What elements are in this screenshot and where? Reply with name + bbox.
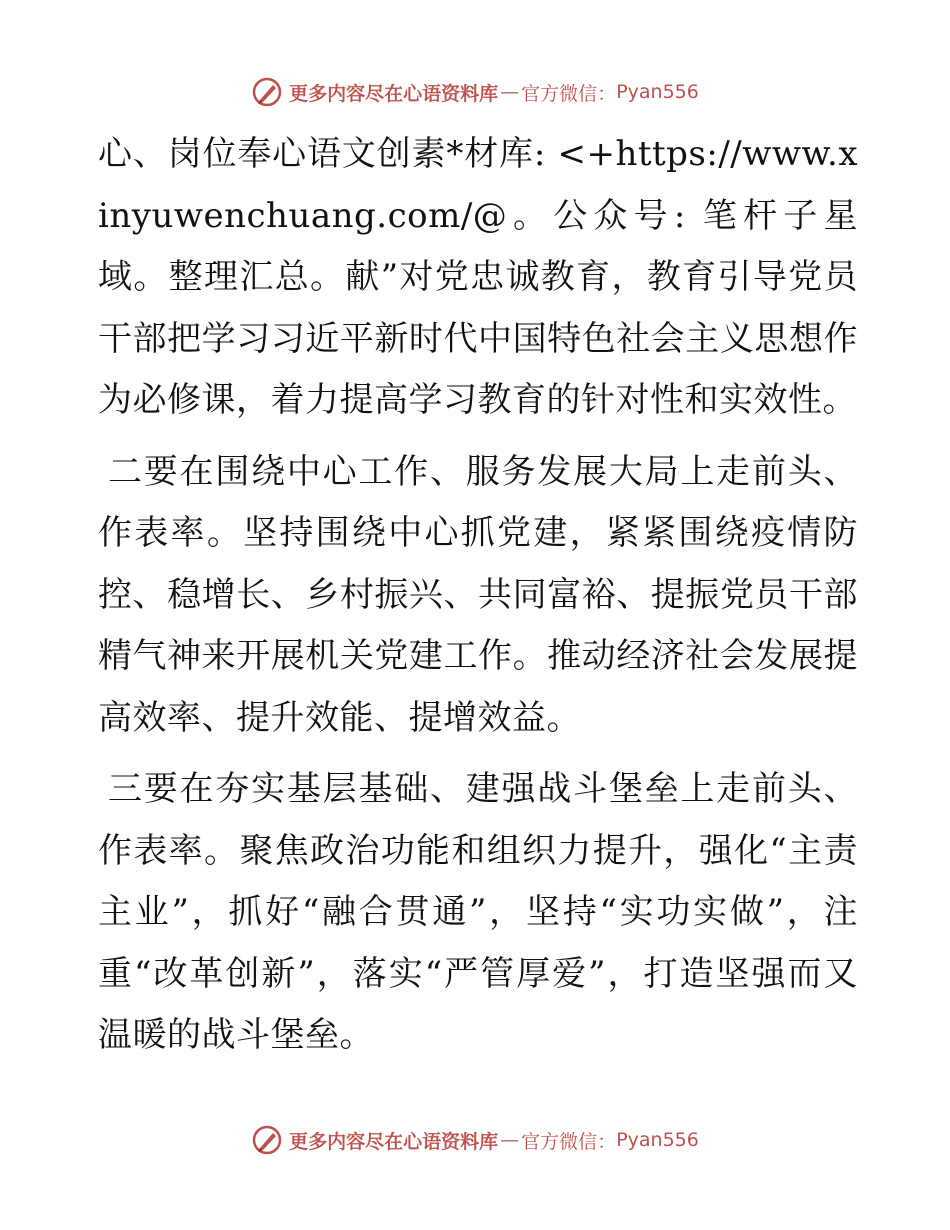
paragraph-3: 三要在夯实基层基础、建强战斗堡垒上走前头、作表率。聚焦政治功能和组织力提升，强化“主责主业”，抓好“融合贯通”，坚持“实功实做”，注重“改革创新”，落实“严管厚爱”，打造坚强而又温暖的战斗堡垒。: [98, 769, 858, 1055]
document-body: [98, 124, 858, 1077]
watermark-dash: —: [500, 81, 520, 103]
paragraph-1: 心、岗位奉心语文创素*材库: <+https://www.xinyuwenchuang.com/@。公众号: 笔杆子星域。整理汇总。献”对党忠诚教育，教育引导党员干部把学习习近平新时代中国特色社会主义思想作为必修课，着力提高学习教育的针对性和实效性。: [98, 134, 858, 420]
watermark-wechat-label: 官方微信：: [521, 82, 617, 105]
pen-logo-icon: [251, 76, 283, 108]
footer-watermark: [0, 1120, 950, 1160]
watermark-wechat-label: 官方微信：: [521, 1130, 617, 1153]
header-watermark: [0, 72, 950, 112]
watermark-main-text: 更多内容尽在心语资料库: [289, 82, 499, 105]
watermark-dash: —: [500, 1129, 520, 1151]
watermark-main-text: 更多内容尽在心语资料库: [289, 1130, 499, 1153]
paragraph-2: 二要在围绕中心工作、服务发展大局上走前头、作表率。坚持围绕中心抓党建，紧紧围绕疫情防控、稳增长、乡村振兴、共同富裕、提振党员干部精气神来开展机关党建工作。推动经济社会发展提高效率、提升效能、提增效益。: [98, 451, 858, 738]
pen-logo-icon: [251, 1124, 283, 1156]
watermark-wechat-id: Pyan556: [616, 81, 699, 103]
watermark-wechat-id: Pyan556: [616, 1129, 699, 1151]
